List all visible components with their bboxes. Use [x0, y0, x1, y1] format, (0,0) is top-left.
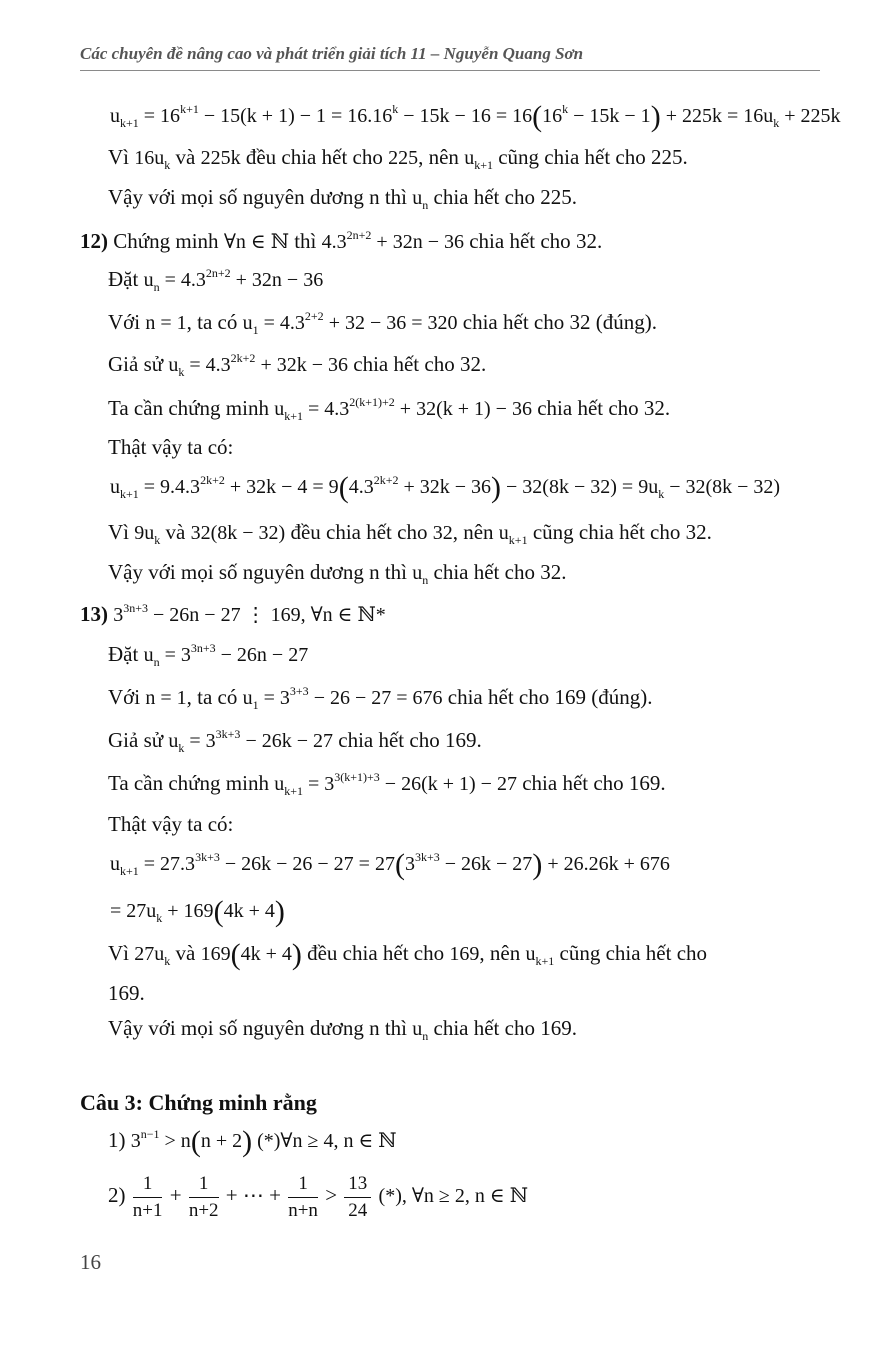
equation-uk1-225: $u_{k+1} = 16^{k+1} - 15(k + 1) - 1 = 16.16^k - 15k - 16 = 16(16^k - 15k - 1) + 225k = 16u_k + 225k$ — [110, 100, 841, 133]
problem-13-indeed: Thật vậy ta có: — [108, 812, 234, 836]
problem-12-base-case: Với n = 1, ta có $u_1 = 4.3^{2+2} + 32 - 36 = 320$ chia hết cho 32 (đúng). — [108, 309, 657, 337]
problem-13-equation-2: = $27u_k + 169(4k + 4)$ — [110, 895, 285, 928]
problem-13-equation-1: $u_{k+1} = 27.3^{3k+3} - 26k - 26 - 27 = 27(3^{3k+3} - 26k - 27) + 26.26k + 676$ — [110, 848, 670, 881]
problem-13-therefore: Vậy với mọi số nguyên dương n thì $u_n$ chia hết cho 169. — [108, 1016, 577, 1043]
problem-12-conclude: Vì $9u_k$ và 32(8k − 32) đều chia hết cho 32, nên $u_{k+1}$ cũng chia hết cho 32. — [108, 520, 712, 547]
text-line-conclude-225: Vì $16u_k$ và 225k đều chia hết cho 225, nên $u_{k+1}$ cũng chia hết cho 225. — [108, 145, 688, 172]
section-title: Câu 3: Chứng minh rằng — [80, 1090, 317, 1115]
problem-13-conclude: Vì $27u_k$ và 169(4k + 4) đều chia hết cho 169, nên $u_{k+1}$ cũng chia hết cho — [108, 938, 708, 971]
problem-13-conclude-cont: 169. — [108, 981, 145, 1005]
cau3-item-2: 2) $\frac{1}{n+1}$ + $\frac{1}{n+2}$ + ⋯ + $\frac{1}{n+n}$ > $\frac{13}{24}$ (*), ∀n ≥ 2, n ∈ ℕ — [108, 1168, 528, 1224]
problem-12-statement: 12) Chứng minh ∀n ∈ ℕ thì $4.3^{2n+2} + 32n - 36$ chia hết cho 32. — [80, 228, 603, 253]
running-header: Các chuyên đề nâng cao và phát triển giải tích 11 – Nguyễn Quang Sơn — [80, 44, 820, 71]
problem-13-base-case: Với n = 1, ta có $u_1 = 3^{3+3} - 26 - 27 = 676$ chia hết cho 169 (đúng). — [108, 684, 653, 712]
text-line-therefore-225: Vậy với mọi số nguyên dương n thì $u_n$ chia hết cho 225. — [108, 185, 577, 212]
problem-12-define: Đặt $u_n = 4.3^{2n+2} + 32n - 36$ — [108, 266, 324, 294]
problem-12-equation: $u_{k+1} = 9.4.3^{2k+2} + 32k - 4 = 9(4.3^{2k+2} + 32k - 36) - 32(8k - 32) = 9u_k - 32(8k - 32)$ — [110, 471, 781, 504]
fraction-3: $\frac{1}{n+n}$ — [288, 1172, 318, 1221]
problem-13-goal: Ta cần chứng minh $u_{k+1} = 3^{3(k+1)+3} - 26(k + 1) - 27$ chia hết cho 169. — [108, 770, 666, 798]
problem-13-hypothesis: Giả sử $u_k = 3^{3k+3} - 26k - 27$ chia hết cho 169. — [108, 727, 482, 755]
problem-12-indeed: Thật vậy ta có: — [108, 435, 234, 459]
problem-12-therefore: Vậy với mọi số nguyên dương n thì $u_n$ chia hết cho 32. — [108, 560, 567, 587]
page-number: 16 — [80, 1250, 101, 1274]
fraction-1: $\frac{1}{n+1}$ — [132, 1172, 163, 1221]
problem-13-define: Đặt $u_n = 3^{3n+3} - 26n - 27$ — [108, 641, 309, 669]
fraction-13-24: $\frac{13}{24}$ — [344, 1171, 371, 1224]
fraction-2: $\frac{1}{n+2}$ — [188, 1172, 219, 1221]
problem-13-statement: 13) $3^{3n+3} - 26n - 27$ ⋮ 169, ∀n ∈ ℕ* — [80, 601, 386, 626]
problem-12-hypothesis: Giả sử $u_k = 4.3^{2k+2} + 32k - 36$ chia hết cho 32. — [108, 351, 487, 379]
cau3-item-1: 1) $3^{n-1} > n(n + 2)$ (*)∀n ≥ 4, n ∈ ℕ — [108, 1125, 397, 1158]
problem-12-goal: Ta cần chứng minh $u_{k+1} = 4.3^{2(k+1)+2} + 32(k + 1) - 36$ chia hết cho 32. — [108, 395, 671, 423]
